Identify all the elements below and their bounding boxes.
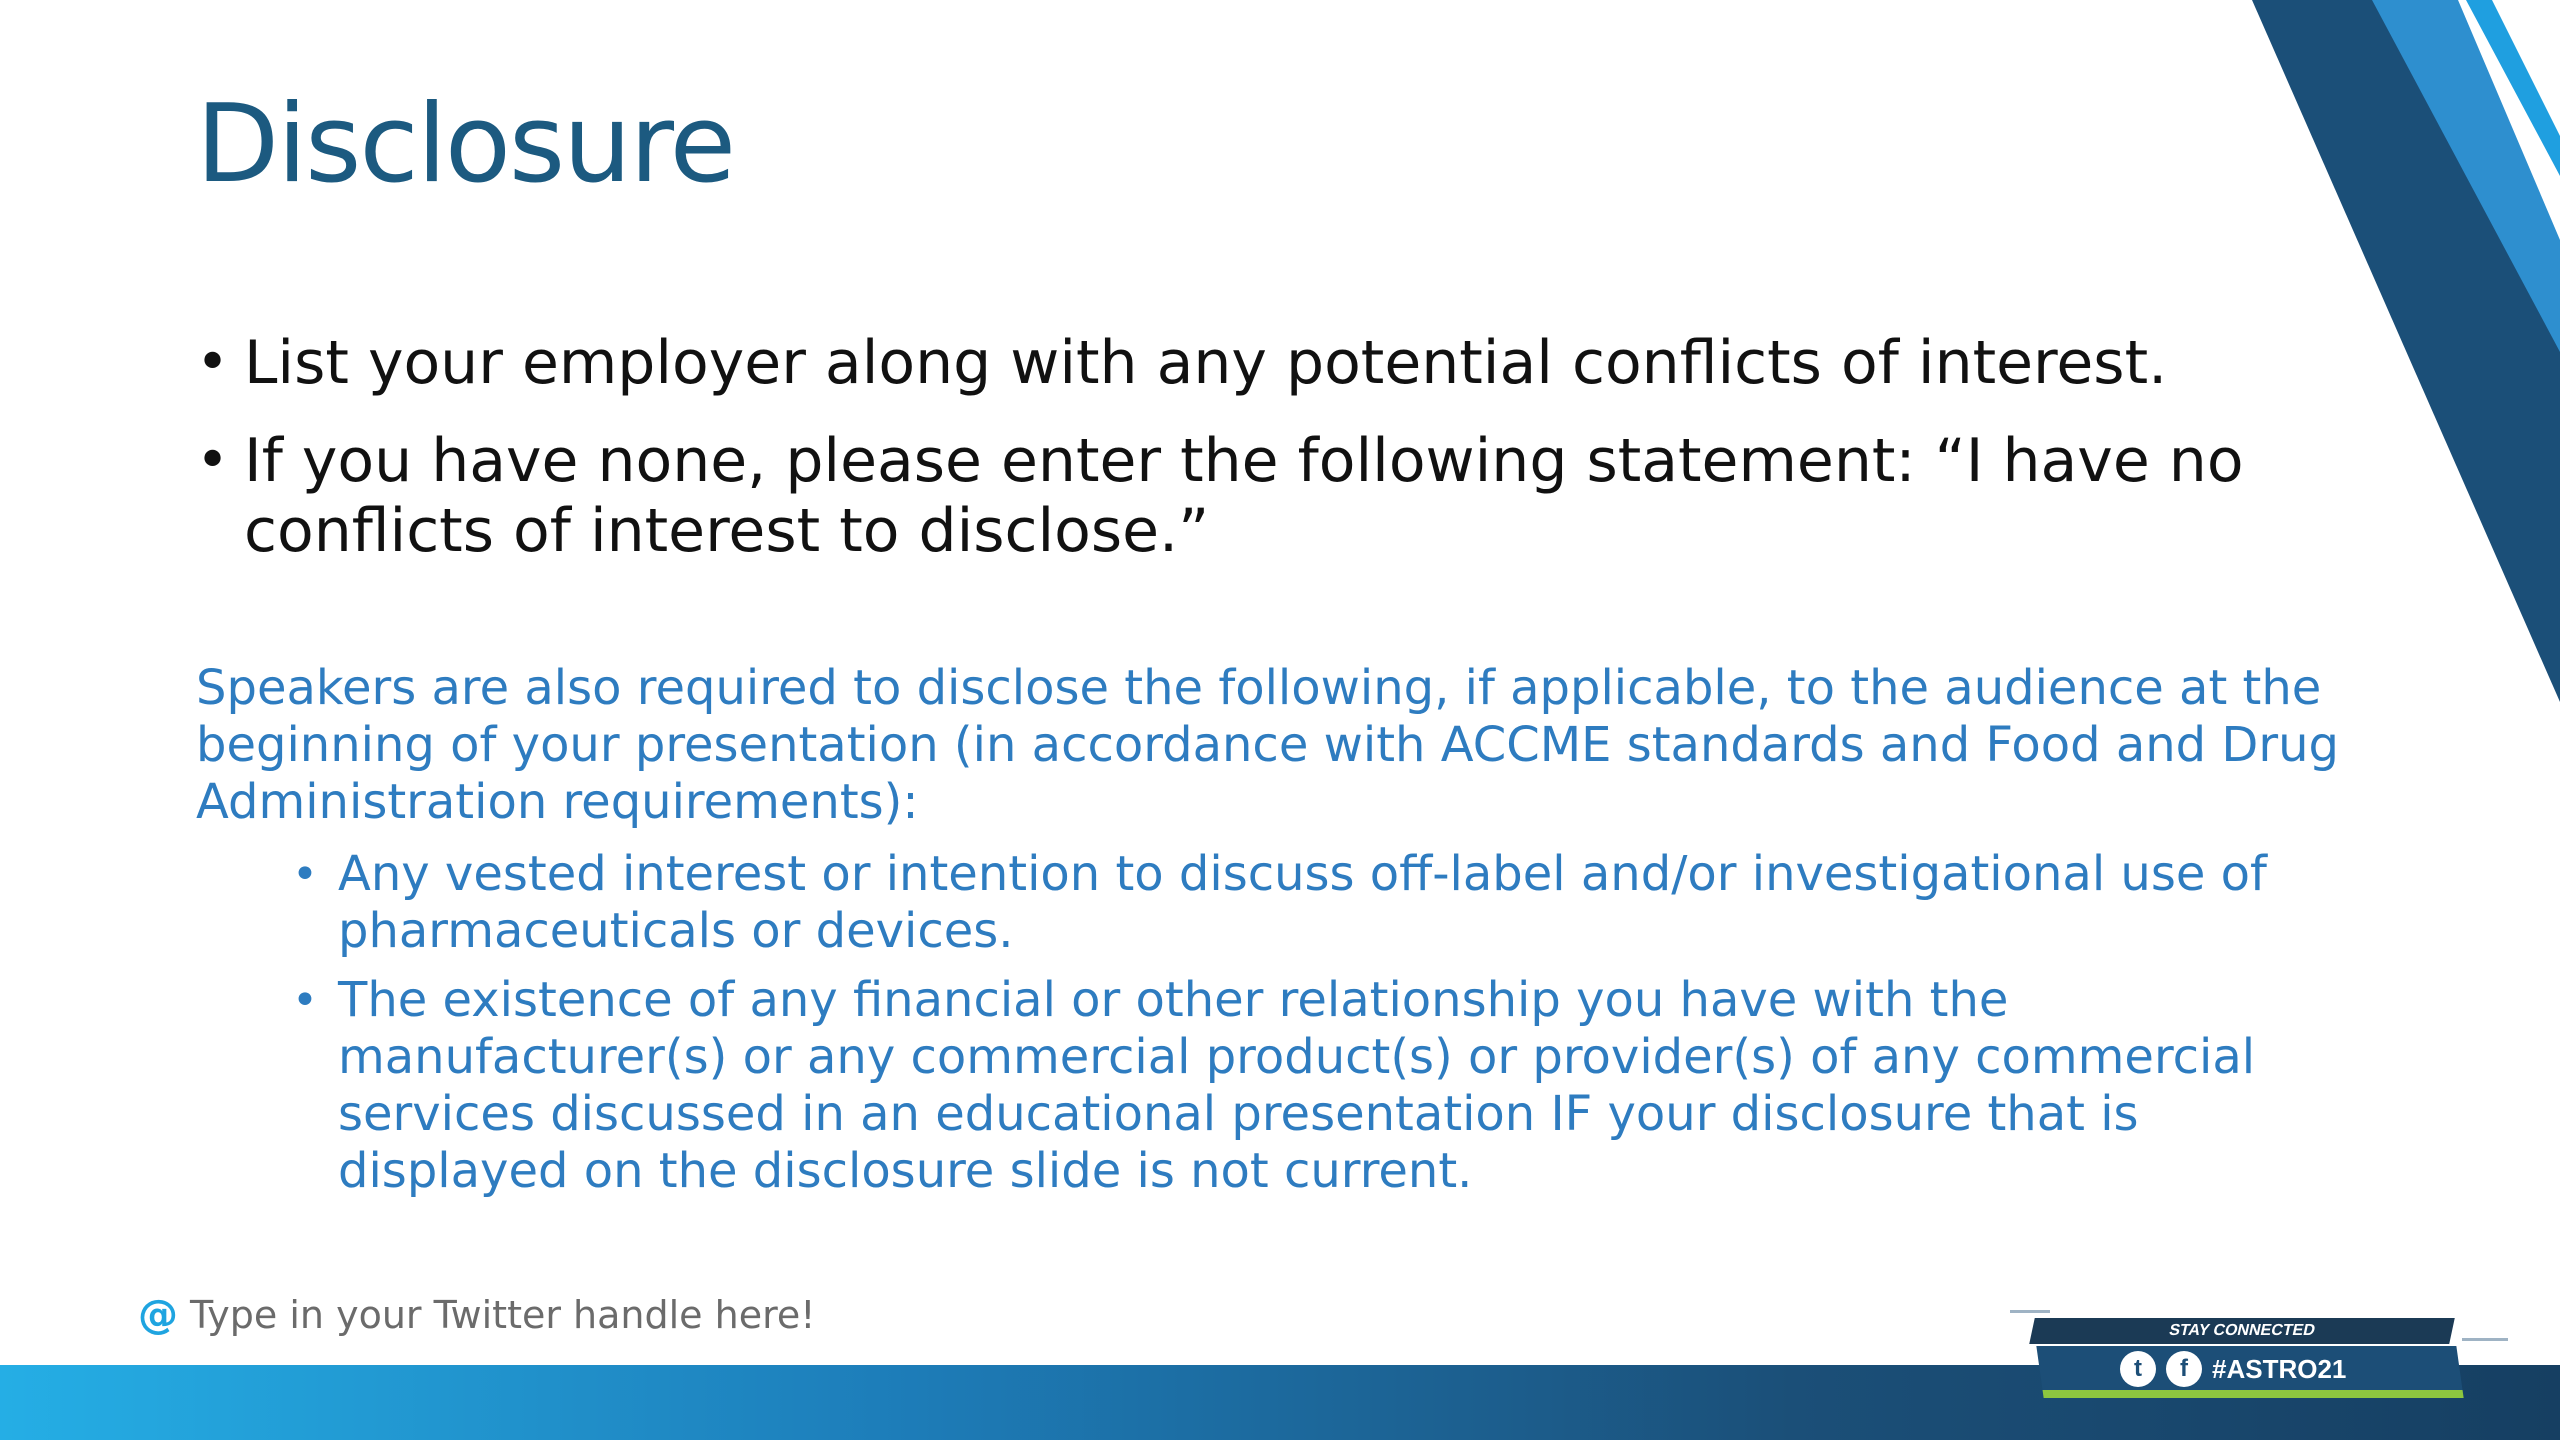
main-bullet-list xyxy=(196,328,2316,594)
stay-connected-label: STAY CONNECTED xyxy=(2029,1318,2455,1344)
requirement-off-label: • Any vested interest or intention to discuss off-label and/or investigational use of pharmaceuticals or devices. xyxy=(288,846,2368,960)
badge-accent-line-left xyxy=(2010,1310,2050,1313)
facebook-icon[interactable]: f xyxy=(2166,1351,2202,1387)
slide-title: Disclosure xyxy=(196,82,735,207)
hashtag: #ASTRO21 xyxy=(2212,1353,2347,1384)
twitter-handle-placeholder: Type in your Twitter handle here! xyxy=(190,1293,816,1337)
badge-accent-line-right xyxy=(2462,1338,2508,1341)
badge-content xyxy=(2120,1349,2346,1389)
stay-connected-badge xyxy=(2000,1300,2520,1410)
bullet-employer: • List your employer along with any potential conflicts of interest. xyxy=(196,328,2316,398)
at-icon: @ xyxy=(138,1292,178,1338)
disclosure-requirements-intro: Speakers are also required to disclose the following, if applicable, to the audience at the beginning of your presentation (in accordance with ACCME standards and Food and Drug Administration requirements): xyxy=(196,660,2339,830)
requirement-financial: • The existence of any financial or other relationship you have with the manufacturer(s) or any commercial product(s) or provider(s) of any commercial services discussed in an educational presentation IF your disclosure that is displayed on the disclosure slide is not current. xyxy=(288,972,2368,1200)
bullet-no-conflicts: • If you have none, please enter the following statement: “I have no conflicts of interest to disclose.” xyxy=(196,426,2316,566)
twitter-handle-field[interactable] xyxy=(138,1292,816,1338)
twitter-icon[interactable]: t xyxy=(2120,1351,2156,1387)
disclosure-requirements-list xyxy=(288,846,2368,1212)
